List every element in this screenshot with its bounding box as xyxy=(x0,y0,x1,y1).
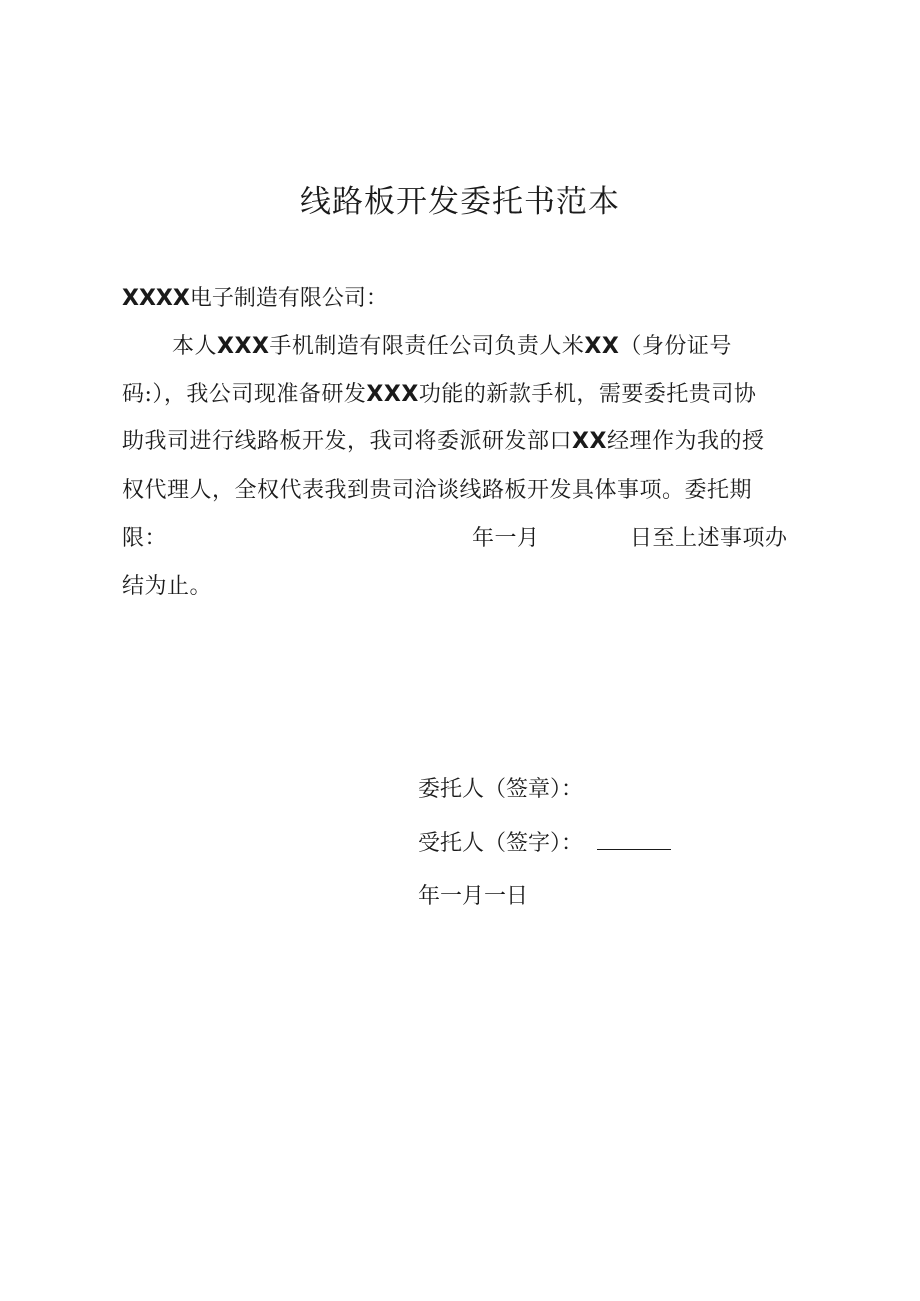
placeholder-text: XX xyxy=(584,334,620,359)
salutation-text: 电子制造有限公司： xyxy=(189,286,388,311)
body-text: 功能的新款手机，需要委托贵司协 xyxy=(418,382,757,407)
body-text: （身份证号 xyxy=(619,334,732,359)
agent-label: 受托人（签字）： xyxy=(418,831,584,856)
body-line-5-start: 限： xyxy=(122,526,168,551)
body-line-2 xyxy=(122,377,756,408)
body-line-1 xyxy=(172,329,732,360)
body-line-5-end: 日至上述事项办 xyxy=(630,526,788,551)
salutation xyxy=(122,281,388,312)
body-line-5-month: 年一月 xyxy=(472,526,540,551)
placeholder-text: XXX xyxy=(217,334,270,359)
principal-signature xyxy=(418,772,583,803)
placeholder-text: XXX xyxy=(366,382,419,407)
agent-signature xyxy=(418,826,671,857)
body-text: 助我司进行线路板开发，我司将委派研发部口 xyxy=(122,429,573,454)
body-text: 经理作为我的授 xyxy=(606,429,765,454)
body-line-6: 结为止。 xyxy=(122,574,213,599)
company-placeholder: XXXX xyxy=(122,286,190,311)
body-text: 码:），我公司现准备研发 xyxy=(122,382,367,407)
signature-date: 年一月一日 xyxy=(418,884,529,909)
body-line-3 xyxy=(122,424,764,455)
body-text: 本人 xyxy=(172,334,218,359)
body-text: 手机制造有限责任公司负责人米 xyxy=(269,334,585,359)
signature-blank-line xyxy=(597,831,671,850)
placeholder-text: XX xyxy=(572,429,607,454)
document-title: 线路板开发委托书范本 xyxy=(300,184,620,220)
principal-label: 委托人（签章）： xyxy=(418,777,584,802)
body-line-4: 权代理人，全权代表我到贵司洽谈线路板开发具体事项。委托期 xyxy=(122,478,753,503)
